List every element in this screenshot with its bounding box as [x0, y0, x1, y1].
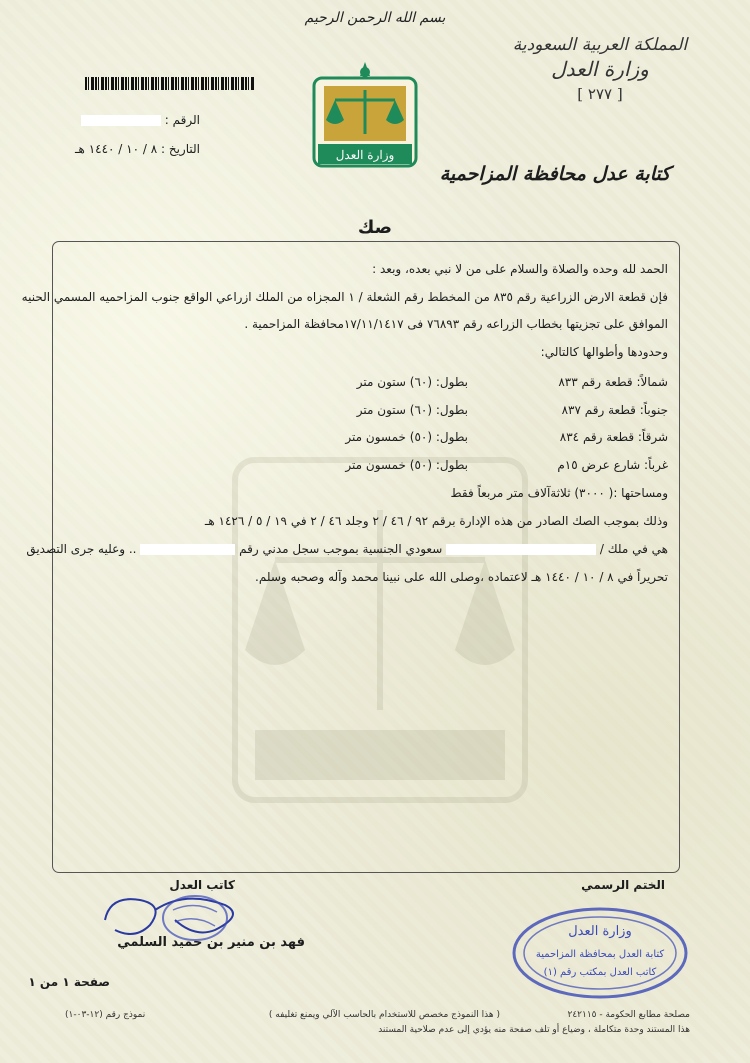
footer-note-2: هذا المستند وحدة متكاملة ، وضياع أو تلف صفحة منه يؤدي إلى عدم صلاحية المستند: [378, 1025, 690, 1035]
notary-signature: [95, 880, 255, 950]
deed-frame: [52, 241, 680, 873]
reference-label: الرقم :: [164, 113, 200, 127]
boundary-north: شمالاً: قطعة رقم ٨٣٣: [558, 375, 668, 389]
footer-model-number: نموذج رقم (١٢-٠٣-١): [65, 1010, 146, 1020]
basmala: بسم الله الرحمن الرحيم: [304, 10, 446, 26]
page-number: صفحة ١ من ١: [28, 975, 110, 989]
footer-note-1: ( هذا النموذج مخصص للاستخدام بالحاسب الآلي ويمنع تغليفه ): [268, 1010, 500, 1020]
notary-name: فهد بن منير بن حميد السلمي: [117, 935, 305, 950]
barcode: [85, 77, 255, 90]
official-stamp: [510, 905, 690, 1000]
deed-area: ومساحتها :( ٣٠٠٠) ثلاثةآلاف متر مربعاً فقط: [450, 486, 668, 500]
redacted-owner-name: [446, 544, 596, 555]
document-date: التاريخ : ٨ / ١٠ / ١٤٤٠ هـ: [75, 142, 200, 156]
owner-middle: سعودي الجنسية بموجب سجل مدني رقم: [239, 542, 443, 556]
owner-prefix: هي في ملك /: [599, 542, 668, 556]
boundary-east: شرقاً: قطعة رقم ٨٣٤: [559, 430, 668, 444]
stamp-line-1: وزارة العدل: [568, 924, 632, 939]
boundary-south: جنوباً: قطعة رقم ٨٣٧: [561, 403, 668, 417]
logo-text: وزارة العدل: [335, 148, 395, 162]
kingdom-header: [510, 35, 690, 103]
ministry-logo: [310, 58, 420, 170]
stamp-line-2: كتابة العدل بمحافظة المزاحمية: [535, 949, 665, 960]
boundary-west: غرباً: شارع عرض ١٥م: [557, 458, 668, 472]
deed-title: صك: [357, 217, 393, 238]
boundary-south-length: بطول: (٦٠) ستون متر: [356, 403, 468, 417]
boundary-east-length: بطول: (٥٠) خمسون متر: [345, 430, 468, 444]
deed-line-3: الموافق على تجزيتها بخطاب الزراعه رقم ٧٦٨٩٣ فى ١٧/١١/١٤١٧محافظة المزاحمية .: [244, 317, 668, 331]
redacted-id-number: [140, 544, 235, 555]
reference-number: [70, 113, 200, 127]
deed-owner: [26, 542, 668, 556]
official-seal-label: الختم الرسمي: [581, 878, 665, 892]
deed-basis: وذلك بموجب الصك الصادر من هذه الإدارة برقم ٩٢ / ٤٦ / ٢ وجلد ٤٦ / ٢ في ١٩ / ٥ / ١٤٢٦ هـ: [204, 514, 668, 528]
redacted-reference: [81, 115, 161, 126]
boundary-north-length: بطول: (٦٠) ستون متر: [356, 375, 468, 389]
deed-line-4: وحدودها وأطوالها كالتالي:: [540, 345, 668, 359]
kingdom-name: المملكة العربية السعودية: [512, 35, 688, 55]
owner-suffix: .. وعليه جرى التصديق: [26, 542, 137, 556]
footer-press: مصلحة مطابع الحكومة - ٢٤٢١١٥: [567, 1010, 690, 1020]
ministry-name: وزارة العدل: [551, 57, 649, 81]
deed-line-2: فإن قطعة الارض الزراعية رقم ٨٣٥ من المخطط رقم الشعلة / ١ المجزاه من الملك ازراعي الواقع جنوب المزاحميه المسمي الحنيه: [21, 290, 668, 304]
notary-office: كتابة عدل محافظة المزاحمية: [439, 163, 671, 185]
boundary-west-length: بطول: (٥٠) خمسون متر: [345, 458, 468, 472]
deed-closing: تحريراً في ٨ / ١٠ / ١٤٤٠ هـ لاعتماده ،وصلى الله على نبينا محمد وآله وصحبه وسلم.: [255, 570, 668, 584]
deed-line-1: الحمد لله وحده والصلاة والسلام على من لا نبي بعده، وبعد :: [372, 262, 668, 276]
form-code: [ ٢٧٧ ]: [577, 85, 623, 103]
stamp-line-3: كاتب العدل بمكتب رقم (١): [543, 967, 657, 978]
notary-label: كاتب العدل: [169, 878, 235, 892]
